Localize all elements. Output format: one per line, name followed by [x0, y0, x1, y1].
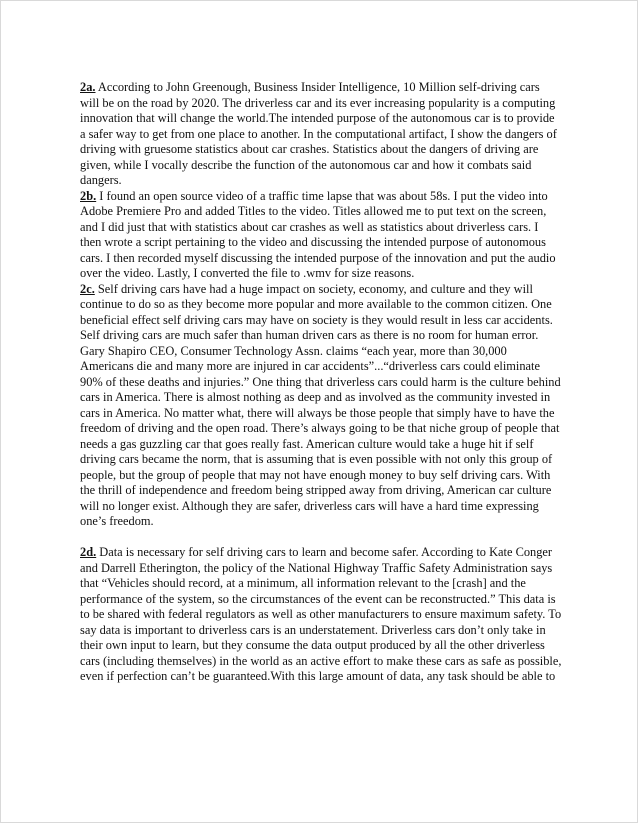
paragraph-text: According to John Greenough, Business Insider Intelligence, 10 Million self-driving cars will be on the road by 2020. The driverless car and its ever increasing popularity is a computing innovation that will change the world.The intended purpose of the autonomous car is to provide a safer way to get from one place to another. In the computational artifact, I show the dangers of driving with gruesome statistics about car crashes. Statistics about the dangers of driving are given, while I vocally describe the function of the autonomous car and how it combats said dangers.	[80, 80, 557, 187]
paragraph-text: Data is necessary for self driving cars to learn and become safer. According to Kate Conger and Darrell Etherington, the policy of the National Highway Traffic Safety Administration says that “Vehicles should record, at a minimum, all information relevant to the [crash] and the performance of the system, so the circumstances of the event can be reconstructed.” This data is to be shared with federal regulators as well as other manufacturers to ensure maximum safety. To say data is important to driverless cars is an understatement. Driverless cars don’t only take in their own input to learn, but they consume the data output produced by all the other driverless cars (including themselves) in the world as an active effort to make these cars as safe as possible, even if perfection can’t be guaranteed.With this large amount of data, any task should be able to	[80, 545, 562, 683]
paragraph-text: I found an open source video of a traffic time lapse that was about 58s. I put the video into Adobe Premiere Pro and added Titles to the video. Titles allowed me to put text on the screen, and I did just that with statistics about car crashes as well as statistics about driverless cars. I then wrote a script pertaining to the video and discussing the intended purpose of autonomous cars. I then recorded myself discussing the intended purpose of the innovation and put the audio over the video. Lastly, I converted the file to .wmv for size reasons.	[80, 188, 556, 280]
paragraph-label: 2b.	[80, 188, 97, 203]
document-body	[80, 80, 562, 685]
paragraph-2c	[80, 282, 562, 530]
paragraph-2a	[80, 80, 562, 189]
paragraph-label: 2a.	[80, 80, 96, 94]
paragraph-text: Self driving cars have had a huge impact on society, economy, and culture and they will continue to do so as they become more popular and more available to the common citizen. One beneficial effect self driving cars may have on society is they would result in less car accidents. Self driving cars are much safer than human driven cars as there is no room for human error. Gary Shapiro CEO, Consumer Technology Assn. claims “each year, more than 30,000 Americans die and many more are injured in car accidents”...“driverless cars could eliminate 90% of these deaths and injuries.” One thing that driverless cars could harm is the culture behind cars in America. There is almost nothing as deep and as involved as the community invested in cars in America. No matter what, there will always be those people that simply have to have the freedom of driving and the open road. There’s always going to be that niche group of people that needs a gas guzzling car that goes really fast. American culture would take a huge hit if self driving cars became the norm, that is assuming that is even possible with not only this group of people, but the group of people that may not have enough money to buy self driving cars. With the thrill of independence and freedom being stripped away from driving, American car culture will no longer exist. Although they are safer, driverless cars will have a hard time expressing one’s freedom.	[80, 281, 561, 528]
paragraph-2d	[80, 545, 562, 685]
paragraph-label: 2c.	[80, 281, 95, 296]
paragraph-label: 2d.	[80, 545, 97, 559]
paragraph-2b	[80, 189, 562, 282]
